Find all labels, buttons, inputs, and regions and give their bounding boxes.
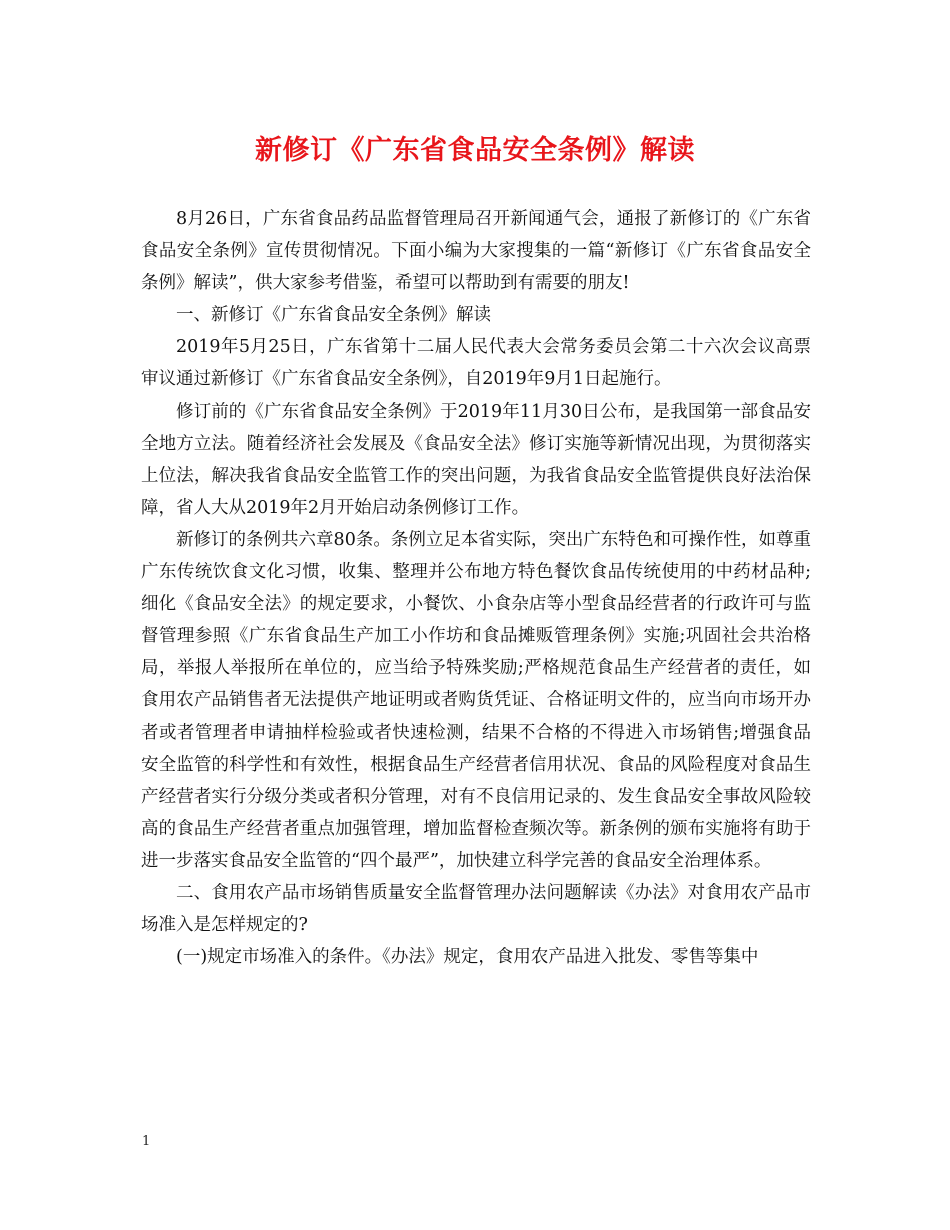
paragraph-intro: 8月26日，广东省食品药品监督管理局召开新闻通气会，通报了新修订的《广东省食品安全条例》宣传贯彻情况。下面小编为大家搜集的一篇“新修订《广东省食品安全条例》解读”，供大家参考借鉴，希望可以帮助到有需要的朋友! [141, 209, 811, 294]
section-heading-2: 二、食用农产品市场销售质量安全监督管理办法问题解读《办法》对食用农产品市场准入是怎样规定的? [141, 882, 811, 936]
paragraph-market-access: (一)规定市场准入的条件。《办法》规定，食用农产品进入批发、零售等集中 [176, 947, 759, 968]
paragraph-adoption: 2019年5月25日，广东省第十二届人民代表大会常务委员会第二十六次会议高票审议通过新修订《广东省食品安全条例》，自2019年9月1日起施行。 [141, 337, 811, 390]
section-heading-1: 一、新修订《广东省食品安全条例》解读 [176, 305, 491, 326]
page-number: 1 [142, 1134, 151, 1149]
document-body [141, 203, 811, 973]
paragraph-contents: 新修订的条例共六章80条。条例立足本省实际，突出广东特色和可操作性，如尊重广东传统饮食文化习惯，收集、整理并公布地方特色餐饮食品传统使用的中药材品种;细化《食品安全法》的规定要求，小餐饮、小食杂店等小型食品经营者的行政许可与监督管理参照《广东省食品生产加工小作坊和食品摊贩管理条例》实施;巩固社会共治格局，举报人举报所在单位的，应当给予特殊奖励;严格规范食品生产经营者的责任，如食用农产品销售者无法提供产地证明或者购货凭证、合格证明文件的，应当向市场开办者或者管理者申请抽样检验或者快速检测，结果不合格的不得进入市场销售;增强食品安全监管的科学性和有效性，根据食品生产经营者信用状况、食品的风险程度对食品生产经营者实行分级分类或者积分管理，对有不良信用记录的、发生食品安全事故风险较高的食品生产经营者重点加强管理，增加监督检查频次等。新条例的颁布实施将有助于进一步落实食品安全监管的“四个最严”，加快建立科学完善的食品安全治理体系。 [141, 529, 811, 871]
paragraph-background: 修订前的《广东省食品安全条例》于2019年11月30日公布，是我国第一部食品安全地方立法。随着经济社会发展及《食品安全法》修订实施等新情况出现，为贯彻落实上位法，解决我省食品安全监管工作的突出问题，为我省食品安全监管提供良好法治保障，省人大从2019年2月开始启动条例修订工作。 [141, 401, 811, 518]
document-title: 新修订《广东省食品安全条例》解读 [255, 135, 695, 166]
